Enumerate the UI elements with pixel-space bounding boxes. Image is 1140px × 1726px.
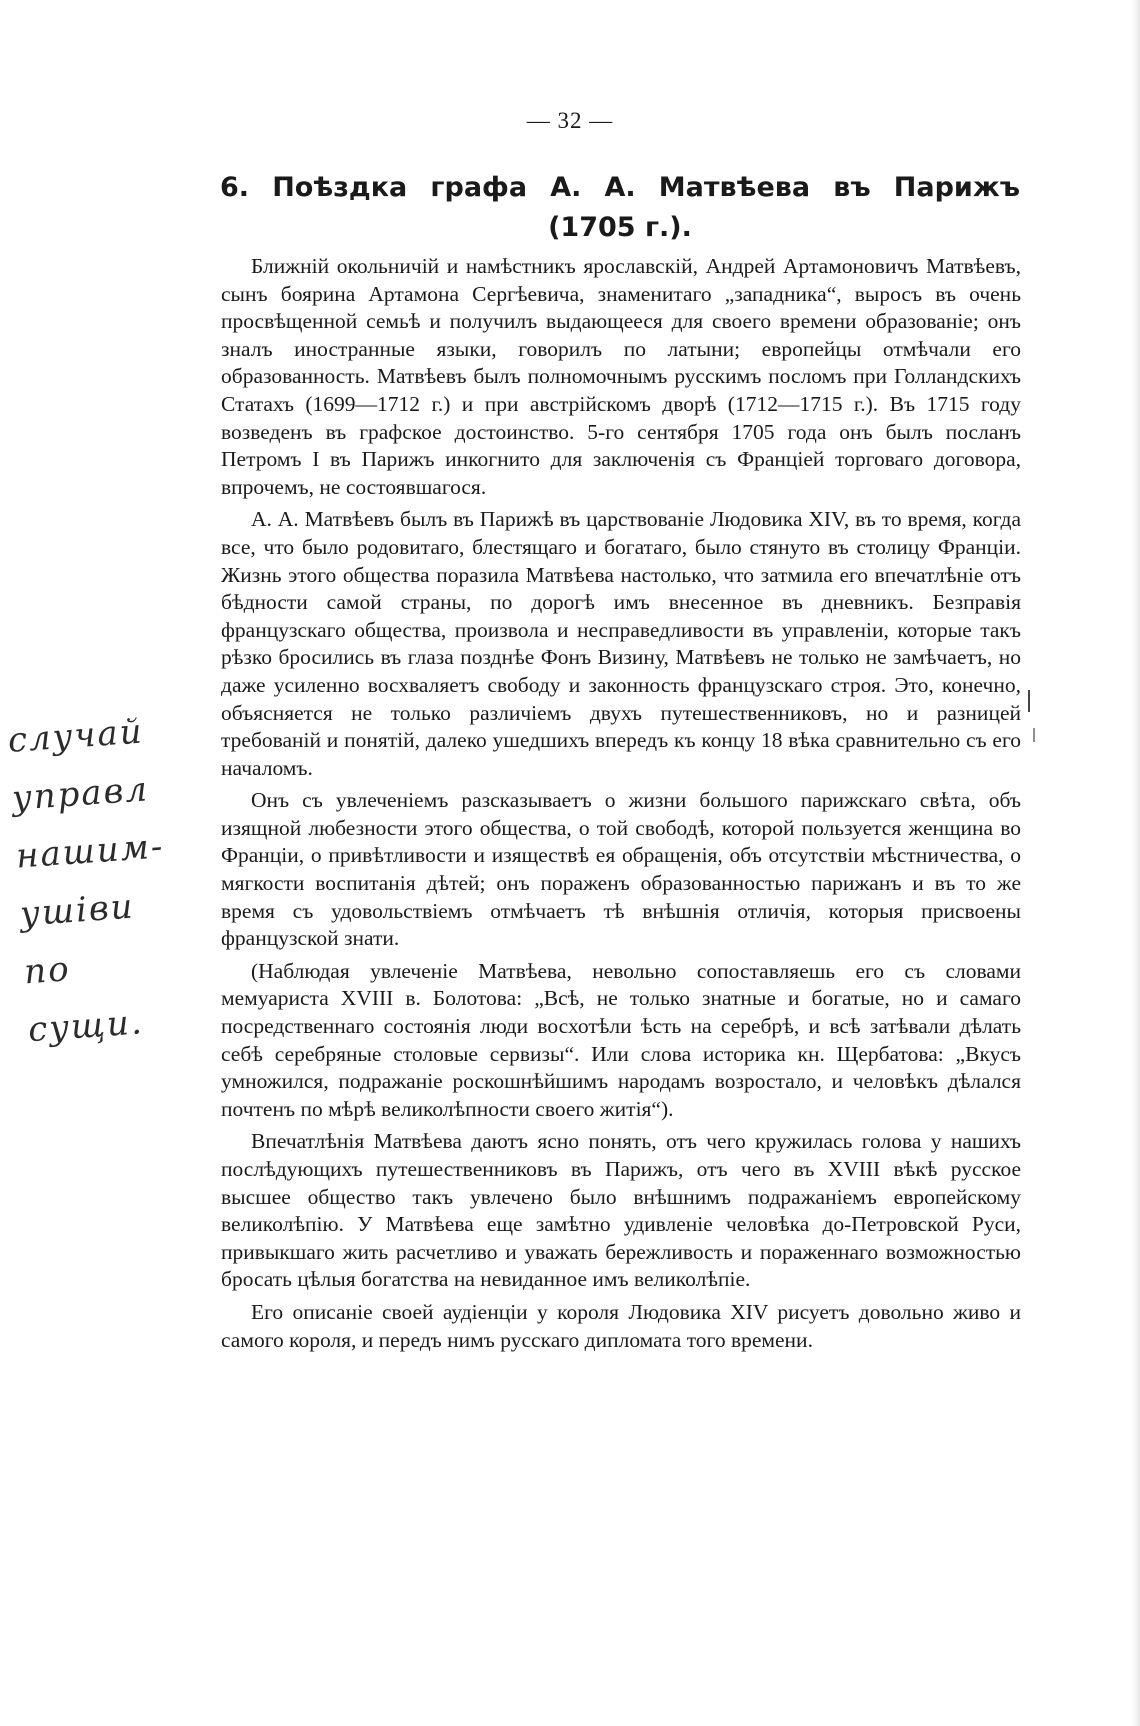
paragraph-1: Ближній окольничій и намѣстникъ ярославскій, Андрей Артамоновичъ Матвѣевъ, сынъ боярина Артамона Сергѣевича, знаменитаго „западника“, выросъ въ очень просвѣщенной семьѣ и получилъ выдающееся для своего времени образованіе; онъ зналъ иностранные языки, говорилъ по латыни; европейцы отмѣчали его образованность. Матвѣевъ былъ полномочнымъ русскимъ посломъ при Голландскихъ Статахъ (1699—1712 г.) и при австрійскомъ дворѣ (1712—1715 г.). Въ 1715 году возведенъ въ графское достоинство. 5-го сентября 1705 года онъ былъ посланъ Петромъ I въ Парижъ инкогнито для заключенія съ Франціей торговаго договора, впрочемъ, не состоявшагося. <box>221 254 1021 499</box>
body-text <box>221 253 1021 1359</box>
paragraph-5: Впечатлѣнія Матвѣева даютъ ясно понять, отъ чего кружилась голова у нашихъ послѣдующихъ путешественниковъ въ Парижъ, отъ чего въ XVIII вѣкѣ русское высшее общество такъ увлечено было внѣшнимъ подражаніемъ европейскому великолѣпію. У Матвѣева еще замѣтно удивленіе человѣка до-Петровской Руси, привыкшаго жить расчетливо и уважать бережливость и пораженнаго возможностью бросать цѣлыя богатства на невиданное имъ великолѣпіе. <box>221 1129 1021 1292</box>
section-title-line-2: (1705 г.). <box>548 212 692 243</box>
pencil-margin-mark <box>1033 728 1035 742</box>
scan-edge <box>1132 0 1140 1726</box>
margin-note-line: управл <box>10 769 151 819</box>
paragraph-6: Его описаніе своей аудіенціи у короля Людовика XIV рисуетъ довольно живо и самого короля, и передъ нимъ русскаго дипломата того времени. <box>221 1299 1021 1352</box>
section-title <box>220 168 1020 248</box>
section-title-line-1: 6. Поѣздка графа А. А. Матвѣева въ Парижъ <box>220 172 1020 203</box>
handwritten-margin-note <box>6 699 220 1059</box>
pencil-margin-mark <box>1028 690 1030 712</box>
margin-note-line: по <box>22 949 72 993</box>
paragraph-4: (Наблюдая увлеченіе Матвѣева, невольно сопоставляешь его съ словами мемуариста XVIII в. Болотова: „Всѣ, не только знатные и богатые, но и самаго посредственнаго состоянія люди восхотѣли ѣсть на серебрѣ, и всѣ затѣвали дѣлать себѣ серебряные столовые сервизы“. Или слова историка кн. Щербатова: „Вкусъ умножился, подражаніе роскошнѣйшимъ народамъ возростало, и человѣкъ дѣлался почтенъ по мѣрѣ великолѣпности своего житія“). <box>221 958 1021 1121</box>
page-number: — 32 — <box>526 108 614 133</box>
paragraph-3: Онъ съ увлеченіемъ разсказываетъ о жизни большого парижскаго свѣта, объ изящной любезности этого общества, о той свободѣ, которой пользуется женщина во Франціи, о привѣтливости и изяществѣ ея обращенія, объ отсутствіи мѣстничества, о мягкости воспитанія дѣтей; онъ пораженъ образованностью парижанъ и въ то же время съ удовольствіемъ отмѣчаетъ тѣ внѣшнія отличія, которыя присвоены французской знати. <box>221 788 1021 951</box>
margin-note-line: сущи. <box>26 1002 145 1051</box>
margin-note-line: случай <box>6 711 145 761</box>
margin-note-line: ушіви <box>18 886 136 935</box>
margin-note-line: нашим- <box>14 826 166 877</box>
paragraph-2: А. А. Матвѣевъ былъ въ Парижѣ въ царствованіе Людовика XIV, въ то время, когда все, что было родовитаго, блестящаго и богатаго, было стянуто въ столицу Франціи. Жизнь этого общества поразила Матвѣева настолько, что затмила его впечатлѣніе отъ бѣдности самой страны, по дорогѣ имъ внесенное въ дневникъ. Безправія французскаго общества, произвола и несправедливости въ управленіи, которые такъ рѣзко бросились въ глаза позднѣе Фонъ Визину, Матвѣевъ не только не замѣчаетъ, но даже усиленно восхваляетъ свободу и законность французскаго строя. Это, конечно, объясняется не только различіемъ двухъ путешественниковъ, но и разницей требованій и понятій, далеко ушедшихъ впередъ къ концу 18 вѣка сравнительно съ его началомъ. <box>221 507 1021 780</box>
